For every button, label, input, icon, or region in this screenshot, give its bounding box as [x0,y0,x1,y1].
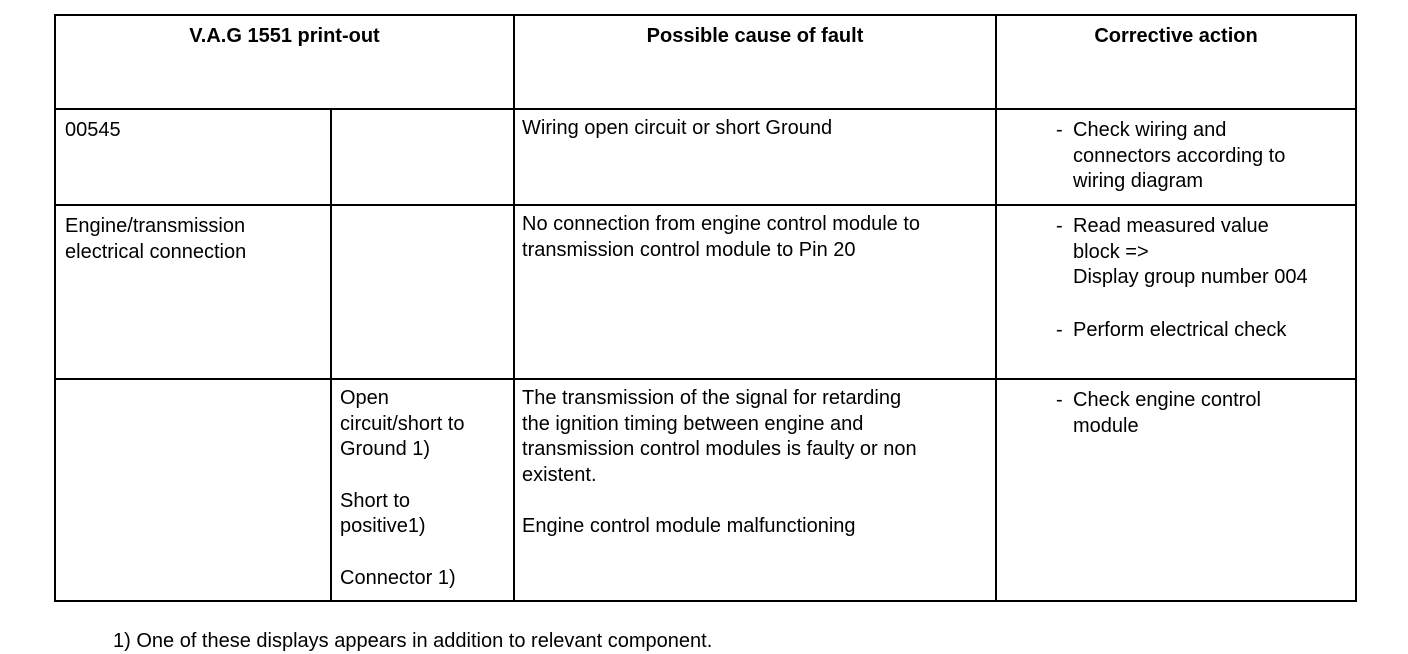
action-line: Check engine control [1073,389,1261,411]
fault-code-line: Engine/transmission [65,215,246,237]
cause-line: No connection from engine control module to [522,213,921,235]
action-line: Read measured value [1073,215,1269,237]
fault-code-line: electrical connection [65,240,247,263]
cause-line: Engine control module malfunctioning [522,515,856,537]
dash-bullet: - [1056,318,1063,341]
action-line: module [1073,414,1139,437]
table-row [55,379,1356,601]
detail-line: circuit/short to [340,412,465,435]
detail-line: positive1) [340,515,426,537]
fault-code-cell [55,109,331,205]
cause-line: transmission control modules is faulty or non [522,438,917,460]
fault-code: 00545 [65,119,121,141]
cause-line: The transmission of the signal for retarding [522,387,902,409]
detail-line: Connector 1) [340,566,456,589]
action-item [1056,118,1355,195]
fault-detail-cell [331,379,514,601]
header-printout: V.A.G 1551 print-out [55,15,514,109]
fault-detail-cell [331,205,514,379]
cause-line: transmission control module to Pin 20 [522,238,856,261]
fault-code-cell [55,205,331,379]
detail-line: Short to [340,489,411,512]
action-cell [996,205,1356,379]
dash-bullet: - [1056,389,1063,411]
cause-line: existent. [522,463,597,486]
header-cause: Possible cause of fault [514,15,996,109]
fault-detail-cell [331,109,514,205]
table-row [55,109,1356,205]
action-line: wiring diagram [1073,170,1204,192]
dash-bullet: - [1056,215,1063,237]
header-row [55,15,1356,109]
action-item [1056,318,1355,344]
dash-bullet: - [1056,119,1063,141]
footnote: 1) One of these displays appears in addition to relevant component. [113,630,713,652]
cause-cell [514,379,996,601]
cause-cell [514,109,996,205]
cause-line: the ignition timing between engine and [522,412,864,435]
detail-line: Open [340,387,389,409]
action-line: Display group number 004 [1073,266,1308,288]
cause-text: Wiring open circuit or short Ground [522,117,833,139]
table-row [55,205,1356,379]
cause-cell [514,205,996,379]
action-cell [996,109,1356,205]
header-action: Corrective action [996,15,1356,109]
action-line: block => [1073,240,1149,263]
action-line: Perform electrical check [1073,318,1287,341]
action-line: connectors according to [1073,144,1286,167]
fault-table [54,14,1357,602]
action-item [1056,388,1355,439]
action-line: Check wiring and [1073,119,1227,141]
fault-code-cell [55,379,331,601]
detail-line: Ground 1) [340,438,431,460]
action-item [1056,214,1355,291]
action-cell [996,379,1356,601]
